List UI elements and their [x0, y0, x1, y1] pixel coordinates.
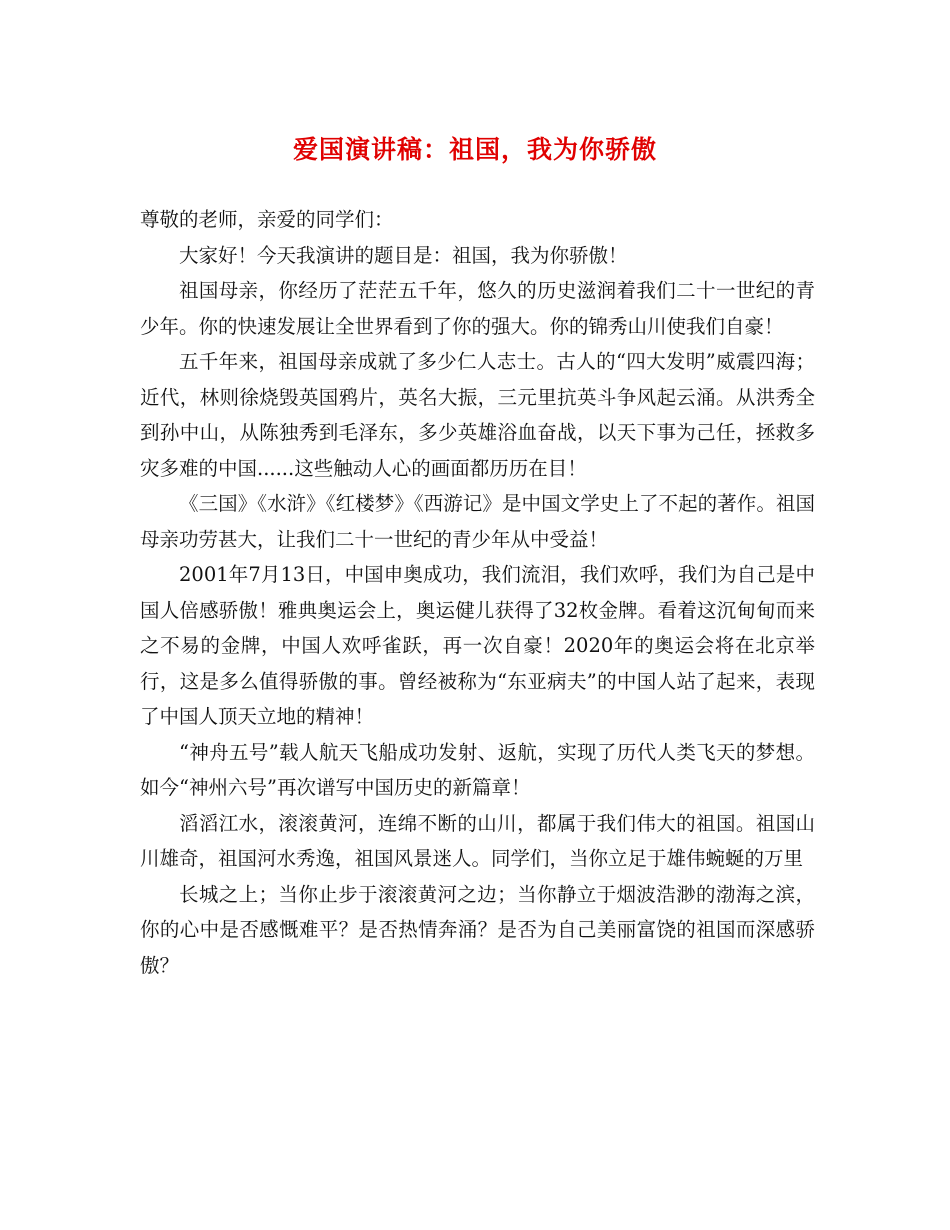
- paragraph-olympics: 2001年7月13日，中国申奥成功，我们流泪，我们欢呼，我们为自己是中国人倍感骄傲！雅典奥运会上，奥运健儿获得了32枚金牌。看着这沉甸甸而来之不易的金牌，中国人欢呼雀跃，再一次自豪！2020年的奥运会将在北京举行，这是多么值得骄傲的事。曾经被称为“东亚病夫”的中国人站了起来，表现了中国人顶天立地的精神！: [140, 563, 815, 728]
- paragraph-motherland: 祖国母亲，你经历了茫茫五千年，悠久的历史滋润着我们二十一世纪的青少年。你的快速发展让全世界看到了你的强大。你的锦秀山川使我们自豪！: [140, 279, 815, 338]
- paragraph-great-wall: 长城之上；当你止步于滚滚黄河之边；当你静立于烟波浩渺的渤海之滨，你的心中是否感慨难平？是否热情奔涌？是否为自己美丽富饶的祖国而深感骄傲？: [140, 882, 815, 977]
- paragraph-literature: 《三国》《水浒》《红楼梦》《西游记》是中国文学史上了不起的著作。祖国母亲功劳甚大，让我们二十一世纪的青少年从中受益！: [140, 492, 815, 551]
- salutation: 尊敬的老师，亲爱的同学们：: [140, 208, 394, 231]
- paragraph-spaceflight: “神舟五号”载人航天飞船成功发射、返航，实现了历代人类飞天的梦想。如今“神州六号”再次谱写中国历史的新篇章！: [140, 740, 815, 799]
- paragraph-history: 五千年来，祖国母亲成就了多少仁人志士。古人的“四大发明”威震四海；近代，林则徐烧毁英国鸦片，英名大振，三元里抗英斗争风起云涌。从洪秀全到孙中山，从陈独秀到毛泽东，多少英雄浴血奋战，以天下事为己任，拯救多灾多难的中国......这些触动人心的画面都历历在目！: [140, 350, 815, 480]
- document-body: [140, 202, 815, 983]
- document-title: 爱国演讲稿：祖国，我为你骄傲: [292, 135, 657, 164]
- paragraph-greeting: 大家好！今天我演讲的题目是：祖国，我为你骄傲！: [179, 243, 628, 267]
- paragraph-landscape: 滔滔江水，滚滚黄河，连绵不断的山川，都属于我们伟大的祖国。祖国山川雄奇，祖国河水秀逸，祖国风景迷人。同学们，当你立足于雄伟蜿蜒的万里: [140, 811, 815, 870]
